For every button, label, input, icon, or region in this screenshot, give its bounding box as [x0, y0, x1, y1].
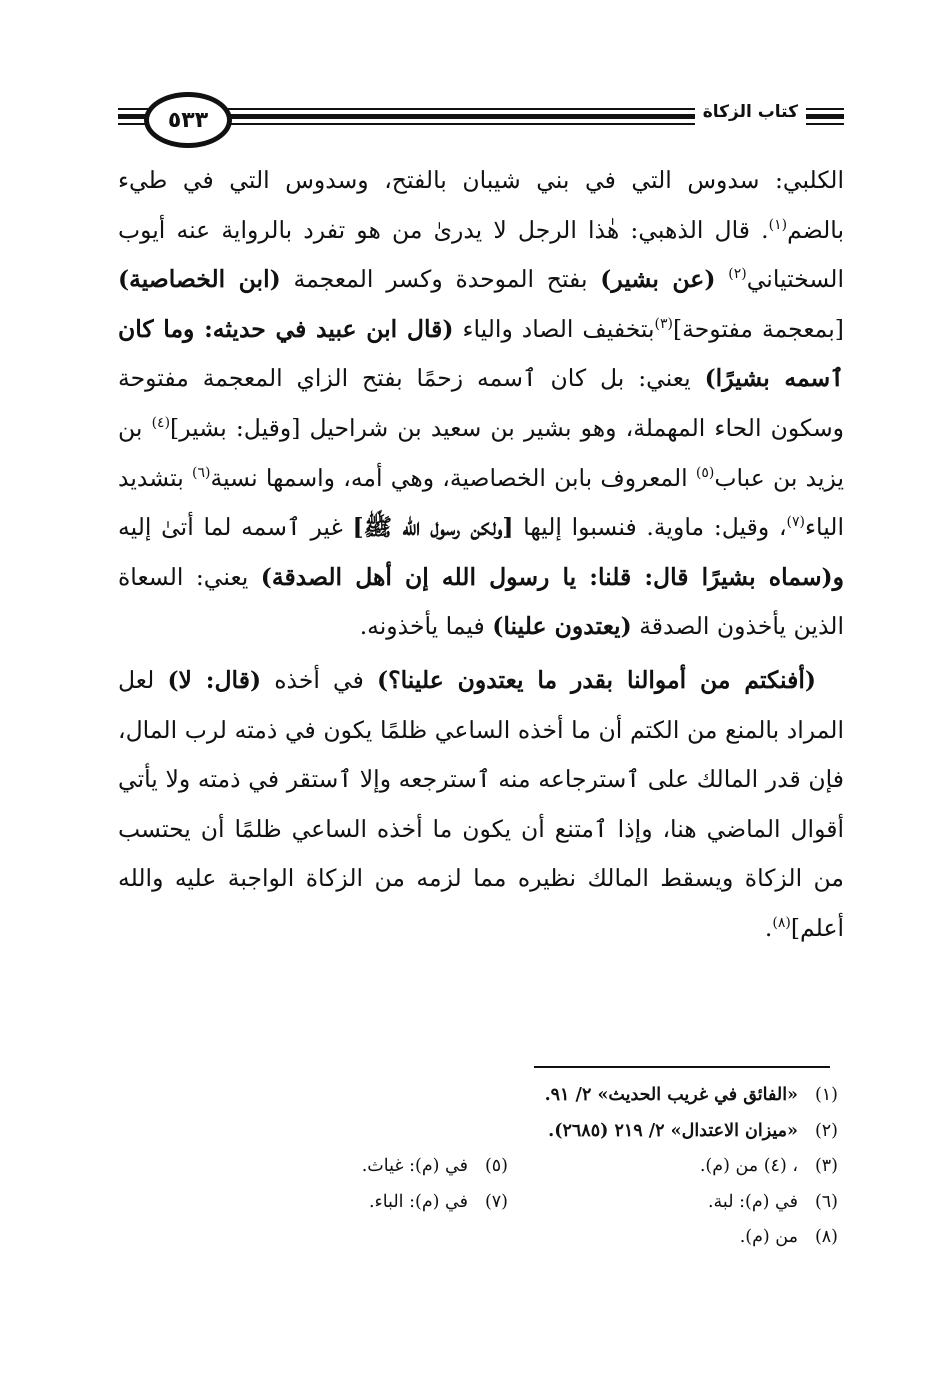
commentary-text: المعروف بابن الخصاصية، وهي أمه، واسمها نسية	[210, 463, 696, 492]
footnote-reference: (٦)	[192, 464, 211, 481]
commentary-text: بتشديد الياء	[118, 463, 844, 542]
quoted-hadith-text: (أفنكتم من أموالنا بقدر ما يعتدون علينا؟)	[377, 665, 817, 694]
footnote-text: في (م): لبة.	[707, 1191, 798, 1212]
footnote-number: (٢)	[814, 1120, 838, 1141]
footnote-reference: (٥)	[695, 464, 715, 481]
footnote-row-6-7	[118, 1185, 838, 1221]
commentary-text: [بمعجمة مفتوحة]	[673, 314, 844, 343]
footnote-reference: (٧)	[786, 514, 805, 531]
page-header	[118, 92, 844, 156]
footnote-number: (٣)	[814, 1156, 838, 1176]
footnote-8	[118, 1220, 838, 1256]
commentary-text: غير ٱسمه لما أتىٰ إليه	[118, 513, 353, 542]
commentary-text: . قال الذهبي: هٰذا الرجل لا يدرىٰ من هو تفرد بالرواية عنه أيوب السختياني	[118, 215, 844, 294]
chapter-title: كتاب الزكاة	[695, 98, 806, 126]
quoted-hadith-text: [ولكن رسول الله ﷺ]	[352, 513, 514, 542]
quoted-hadith-text: (عن بشير)	[600, 265, 716, 294]
quoted-hadith-text: (قال ابن عبيد في حديثه: وما كان ٱسمه بشيرًا)	[118, 314, 844, 393]
commentary-text	[715, 265, 728, 293]
commentary-text: يعني: بل كان ٱسمه زحمًا بفتح الزاي المعجمة مفتوحة وسكون الحاء المهملة، وهو بشير بن سعيد بن شراحيل [وقيل: بشير]	[118, 364, 845, 442]
footnote-reference: (٣)	[654, 315, 674, 332]
quoted-hadith-text: (قال: لا)	[167, 665, 262, 694]
footnote-number: (٧)	[484, 1191, 508, 1212]
footnote-number: (٥)	[484, 1156, 508, 1176]
main-text	[118, 156, 844, 954]
commentary-text: فيما يأخذونه.	[359, 612, 493, 641]
footnote-row-3-5	[118, 1149, 838, 1185]
footnote-text: ، (٤) من (م).	[699, 1156, 798, 1176]
footnote-5	[362, 1149, 508, 1185]
footnote-7	[369, 1185, 508, 1221]
commentary-text: .	[764, 913, 773, 942]
commentary-text: الكلبي: سدوس التي في بني شيبان بالفتح، وسدوس التي في طيء بالضم	[118, 166, 844, 244]
footnote-2	[118, 1114, 838, 1150]
footnote-text: من (م).	[739, 1227, 798, 1247]
footnote-3	[508, 1149, 838, 1185]
footnote-reference: (٢)	[728, 266, 747, 283]
footnotes	[118, 1078, 838, 1256]
commentary-text: في أخذه	[261, 665, 378, 694]
footnote-number: (١)	[814, 1085, 838, 1105]
footnote-reference: (١)	[768, 216, 788, 233]
quoted-hadith-text: (ابن الخصاصية)	[118, 265, 281, 294]
quoted-hadith-text: (يعتدون علينا)	[492, 612, 632, 641]
footnote-1	[118, 1078, 838, 1114]
commentary-text: يعني: السعاة الذين يأخذون الصدقة	[118, 562, 844, 641]
quoted-hadith-text: و(سماه بشيرًا قال: قلنا: يا رسول الله إن أهل الصدقة)	[260, 562, 844, 591]
footnote-text: «الفائق في غريب الحديث» ٢/ ٩١.	[544, 1085, 798, 1105]
footnote-number: (٨)	[814, 1227, 838, 1247]
footnote-text: في (م): غياث.	[361, 1156, 468, 1176]
footnote-text: «ميزان الاعتدال» ٢/ ٢١٩ (٢٦٨٥).	[548, 1120, 798, 1141]
footnote-reference: (٤)	[151, 415, 171, 432]
footnote-reference: (٨)	[772, 915, 791, 932]
commentary-text: بن يزيد بن عباب	[118, 413, 845, 492]
footnote-6	[508, 1185, 838, 1221]
commentary-text: بفتح الموحدة وكسر المعجمة	[280, 265, 601, 294]
footnote-number: (٦)	[814, 1191, 838, 1212]
footnote-separator	[534, 1066, 830, 1068]
commentary-text: بتخفيف الصاد والياء	[453, 314, 655, 343]
page-number: ٥٣٣	[144, 92, 232, 148]
paragraph-1	[118, 156, 844, 652]
commentary-text: لعل المراد بالمنع من الكتم أن ما أخذه الساعي ظلمًا يكون في ذمته لرب المال، فإن قدر المالك على ٱسترجاعه منه ٱسترجعه وإلا ٱستقر في ذمته ولا يأتي أقوال الماضي هنا، وإذا ٱمتنع أن يكون ما أخذه الساعي ظلمًا أن يحتسب من الزكاة ويسقط المالك نظيره مما لزمه من الزكاة الواجبة عليه والله أعلم]	[118, 665, 844, 942]
commentary-text: ، وقيل: ماوية. فنسبوا إليها	[513, 513, 787, 542]
paragraph-2	[118, 656, 844, 954]
footnote-text: في (م): الباء.	[368, 1191, 468, 1212]
